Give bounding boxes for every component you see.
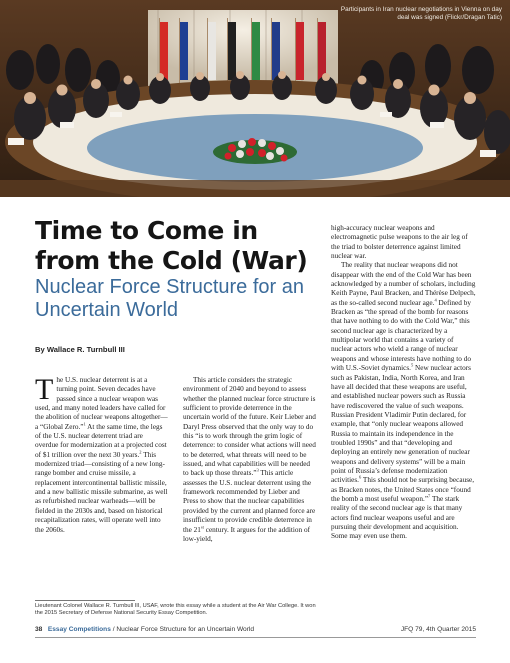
endnote-ref: 1 — [83, 421, 86, 427]
endnote-ref: 2 — [139, 449, 142, 455]
endnote-ref: 4 — [434, 297, 437, 303]
footnote-divider — [35, 600, 135, 601]
endnote-ref: 3 — [256, 468, 259, 474]
paragraph: The U.S. nuclear deterrent is at a turning point. Seven decades have passed since a nuclear weapon was used, and many noted leaders have called for the abolition of nuclear weapons altogether—a “Global Zero.”$^1$ At the same time, the legs of the U.S. nuclear deterrent triad are overdue for modernization at a projected cost of $1 trillion over the next 30 years.$^2$ This modernized triad—consisting of a new long-range bomber and cruise missile, a replacement intercontinental ballistic missile, and a new ballistic missile submarine, as well as refurbished nuclear warheads—will be fielded in the 2030s and, based on historical recapitalization rates, will operate well into the 2060s. — [35, 373, 168, 534]
endnote-ref: 5 — [410, 362, 414, 368]
endnote-ref: 6 — [358, 474, 362, 480]
negotiation-room-image — [0, 0, 510, 197]
running-title: Nuclear Force Structure for an Uncertain World — [116, 626, 255, 633]
footer-left — [35, 626, 254, 633]
page-number: 38 — [35, 626, 43, 633]
section-name: Essay Competitions — [47, 626, 111, 633]
footer-separator: / — [110, 626, 117, 633]
text-column-1 — [35, 373, 168, 535]
drop-cap: T — [35, 373, 54, 406]
text-column-2 — [183, 376, 316, 544]
paragraph: high-accuracy nuclear weapons and electromagnetic pulse weapons to the air leg of the triad to bolster deterrence against limited nuclear war. — [331, 224, 468, 261]
article-title: Time to Come in from the Cold (War) — [35, 216, 308, 275]
footer-divider — [35, 637, 476, 638]
paragraph: The reality that nuclear weapons did not disappear with the end of the Cold War has been acknowledged by a number of scholars, including Keith Payne, Paul Bracken, and Thérèse Delpech, as the so-called second nuclear age.$^4$ Defined by Bracken as “the spread of the bomb for reasons that have nothing to do with the Cold War,” this second nuclear age is characterized by a multipolar world that contains a variety of nuclear actors who wield a range of nuclear weapons and whose interests have nothing to do with U.S.-Soviet dynamics.$^5$ New nuclear actors such as Pakistan, India, North Korea, and Iran have all decided that these weapons are useful, and established nuclear powers such as Russia have rediscovered the value of such weapons. Russian President Vladimir Putin declared, for example, that “only nuclear weapons allowed Russia to maintain its independence in the troubled 1990s” and that “developing and deploying an entirely new generation of nuclear weapons and delivery systems” will be a main point of Russia’s defense modernization activities.$^6$ This should not be surprising because, as Bracken notes, the United States once “found the bomb a most useful weapon.”$^7$ The stark reality of the second nuclear age is that many actors find nuclear weapons useful and are pursuing their development and acquisition. Some may even use them. — [331, 261, 476, 541]
article-subtitle: Nuclear Force Structure for an Uncertain World — [35, 276, 304, 321]
text-column-3 — [331, 224, 476, 542]
header-photo — [0, 0, 510, 197]
article-byline: By Wallace R. Turnbull III — [35, 345, 125, 354]
photo-caption: Participants in Iran nuclear negotiations in Vienna on day deal was signed (Flickr/Dragan Tatic) — [340, 6, 502, 21]
issue-label: JFQ 79, 4th Quarter 2015 — [400, 626, 476, 633]
author-footnote: Lieutenant Colonel Wallace R. Turnbull III, USAF, wrote this essay while a student at the Air War College. It won the 2015 Secretary of Defense National Security Essay Competition. — [35, 603, 316, 617]
endnote-ref: 7 — [428, 493, 431, 499]
paragraph: This article considers the strategic environment of 2040 and beyond to assess whether the planned nuclear force structure is sufficient to provide deterrence in the uncertain world of the future. Keir Lieber and Daryl Press observed that the only way to do this “is to work through the grim logic of deterrence: to consider what actions will need to be deterred, what threats will need to be issued, and what capabilities will be needed to back up those threats.”$^3$ This article assesses the U.S. nuclear deterrent using the framework recommended by Lieber and Press to show that the nuclear capabilities provided by the current and planned force are insufficient to provide credible deterrence in the 21st century. It argues for the addition of low-yield, — [183, 376, 316, 543]
